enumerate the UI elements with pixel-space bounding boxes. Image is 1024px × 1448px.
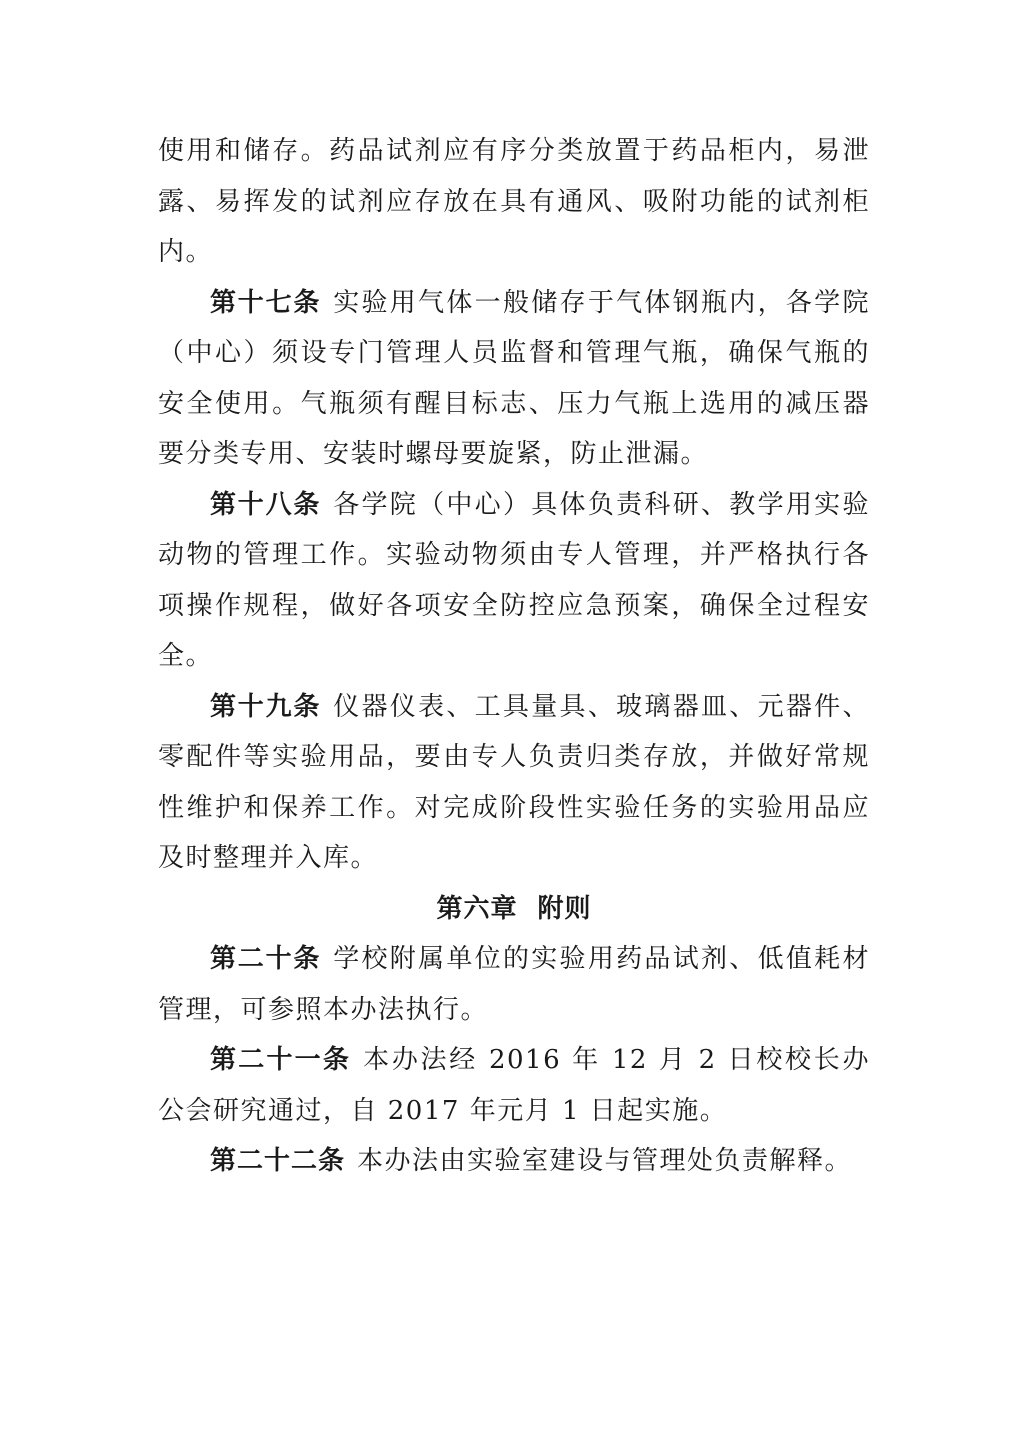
article-text: 本办法经 2016 年 12 月 2 日校校长办公会研究通过，自 2017 年元月 1 日起实施。 xyxy=(158,1045,870,1126)
article-20 xyxy=(158,934,870,1035)
article-text: 学校附属单位的实验用药品试剂、低值耗材管理，可参照本办法执行。 xyxy=(158,944,870,1025)
article-number: 第二十条 xyxy=(210,944,322,974)
article-text: 本办法由实验室建设与管理处负责解释。 xyxy=(357,1146,853,1176)
article-number: 第十九条 xyxy=(210,691,322,722)
article-22 xyxy=(158,1136,870,1187)
continued-paragraph: 使用和储存。药品试剂应有序分类放置于药品柜内，易泄露、易挥发的试剂应存放在具有通风、吸附功能的试剂柜内。 xyxy=(158,136,870,267)
article-number: 第二十二条 xyxy=(210,1146,346,1176)
document-page xyxy=(158,126,870,1187)
article-number: 第十七条 xyxy=(210,287,322,318)
article-text: 仪器仪表、工具量具、玻璃器皿、元器件、零配件等实验用品，要由专人负责归类存放，并做好常规性维护和保养工作。对完成阶段性实验任务的实验用品应及时整理并入库。 xyxy=(158,691,870,873)
article-17 xyxy=(158,278,870,480)
article-text: 实验用气体一般储存于气体钢瓶内，各学院（中心）须设专门管理人员监督和管理气瓶，确保气瓶的安全使用。气瓶须有醒目标志、压力气瓶上选用的减压器要分类专用、安装时螺母要旋紧，防止泄漏。 xyxy=(158,287,870,469)
article-19 xyxy=(158,682,870,884)
article-number: 第十八条 xyxy=(210,489,322,520)
article-21 xyxy=(158,1035,870,1136)
article-18 xyxy=(158,480,870,682)
article-text: 各学院（中心）具体负责科研、教学用实验动物的管理工作。实验动物须由专人管理，并严格执行各项操作规程，做好各项安全防控应急预案，确保全过程安全。 xyxy=(158,489,870,671)
chapter-title: 第六章 附则 xyxy=(436,893,592,924)
article-number: 第二十一条 xyxy=(210,1045,352,1075)
